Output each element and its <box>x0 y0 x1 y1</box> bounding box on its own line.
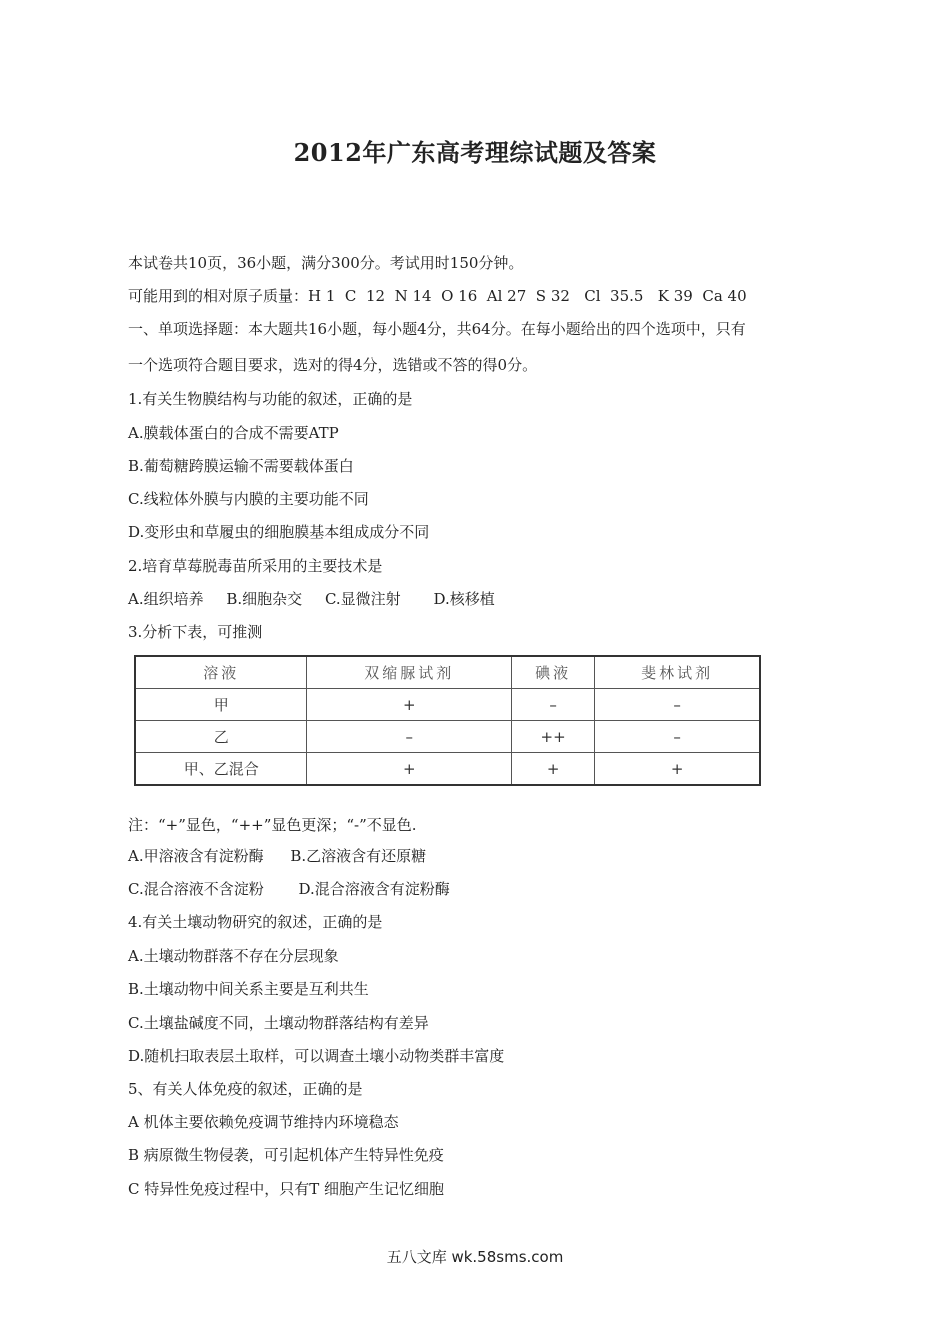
table-cell: – <box>595 721 760 753</box>
table-header-cell: 碘液 <box>512 656 595 689</box>
section-instruction-1: 一、单项选择题：本大题共16小题，每小题4分，共64分。在每小题给出的四个选项中，只有 <box>128 320 746 338</box>
table-cell: – <box>595 689 760 721</box>
question-1-option-d: D.变形虫和草履虫的细胞膜基本组成成分不同 <box>128 523 430 541</box>
question-3-option-b: B.乙溶液含有还原糖 <box>290 847 427 865</box>
table-header-cell: 溶液 <box>135 656 307 689</box>
table-header-cell: 斐林试剂 <box>595 656 760 689</box>
exam-info: 本试卷共10页，36小题，满分300分。考试用时150分钟。 <box>128 254 524 272</box>
question-5-option-a: A 机体主要依赖免疫调节维持内环境稳态 <box>128 1113 399 1131</box>
question-2-option-d: D.核移植 <box>433 590 495 608</box>
question-2-options <box>128 589 495 609</box>
table-cell: 甲 <box>135 689 307 721</box>
question-4-option-b: B.土壤动物中间关系主要是互利共生 <box>128 980 369 998</box>
question-3-stem: 3.分析下表，可推测 <box>128 623 263 641</box>
question-3-option-c: C.混合溶液不含淀粉 <box>128 880 264 898</box>
table-cell: – <box>307 721 512 753</box>
atomic-masses: 可能用到的相对原子质量：H 1 C 12 N 14 O 16 Al 27 S 32 Cl 35.5 K 39 Ca 40 <box>128 287 747 305</box>
question-4-stem: 4.有关土壤动物研究的叙述，正确的是 <box>128 913 383 931</box>
question-1-option-b: B.葡萄糖跨膜运输不需要载体蛋白 <box>128 457 354 475</box>
table-header-row <box>135 656 760 689</box>
table-cell: ++ <box>512 721 595 753</box>
table-note: 注：“+”显色，“++”显色更深；“-”不显色. <box>128 816 417 834</box>
question-3-options-row-2 <box>128 879 450 899</box>
table-cell: 乙 <box>135 721 307 753</box>
table-cell: – <box>512 689 595 721</box>
question-5-stem: 5、有关人体免疫的叙述，正确的是 <box>128 1080 363 1098</box>
question-3-options-row-1 <box>128 846 426 866</box>
question-2-option-a: A.组织培养 <box>128 590 204 608</box>
footer-watermark: 五八文库 wk.58sms.com <box>386 1248 564 1266</box>
table-cell: + <box>307 689 512 721</box>
question-5-option-c: C 特异性免疫过程中，只有T 细胞产生记忆细胞 <box>128 1180 445 1198</box>
table-cell: + <box>307 753 512 786</box>
reagent-table <box>134 655 761 786</box>
question-5-option-b: B 病原微生物侵袭，可引起机体产生特异性免疫 <box>128 1146 444 1164</box>
question-4-option-c: C.土壤盐碱度不同，土壤动物群落结构有差异 <box>128 1014 429 1032</box>
question-1-option-c: C.线粒体外膜与内膜的主要功能不同 <box>128 490 369 508</box>
table-cell: 甲、乙混合 <box>135 753 307 786</box>
question-1-stem: 1.有关生物膜结构与功能的叙述，正确的是 <box>128 390 413 408</box>
question-1-option-a: A.膜载体蛋白的合成不需要ATP <box>128 424 339 442</box>
table-cell: + <box>595 753 760 786</box>
question-3-option-a: A.甲溶液含有淀粉酶 <box>128 847 264 865</box>
question-4-option-d: D.随机扫取表层土取样，可以调查土壤小动物类群丰富度 <box>128 1047 505 1065</box>
table-cell: + <box>512 753 595 786</box>
page-title: 2012年广东高考理综试题及答案 <box>293 138 657 167</box>
question-4-option-a: A.土壤动物群落不存在分层现象 <box>128 947 339 965</box>
table-header-cell: 双缩脲试剂 <box>307 656 512 689</box>
table-row <box>135 721 760 753</box>
table-row <box>135 753 760 786</box>
question-2-stem: 2.培育草莓脱毒苗所采用的主要技术是 <box>128 557 383 575</box>
table-row <box>135 689 760 721</box>
question-2-option-b: B.细胞杂交 <box>226 590 303 608</box>
section-instruction-2: 一个选项符合题目要求，选对的得4分，选错或不答的得0分。 <box>128 356 538 374</box>
question-3-option-d: D.混合溶液含有淀粉酶 <box>298 880 450 898</box>
question-2-option-c: C.显微注射 <box>324 590 401 608</box>
